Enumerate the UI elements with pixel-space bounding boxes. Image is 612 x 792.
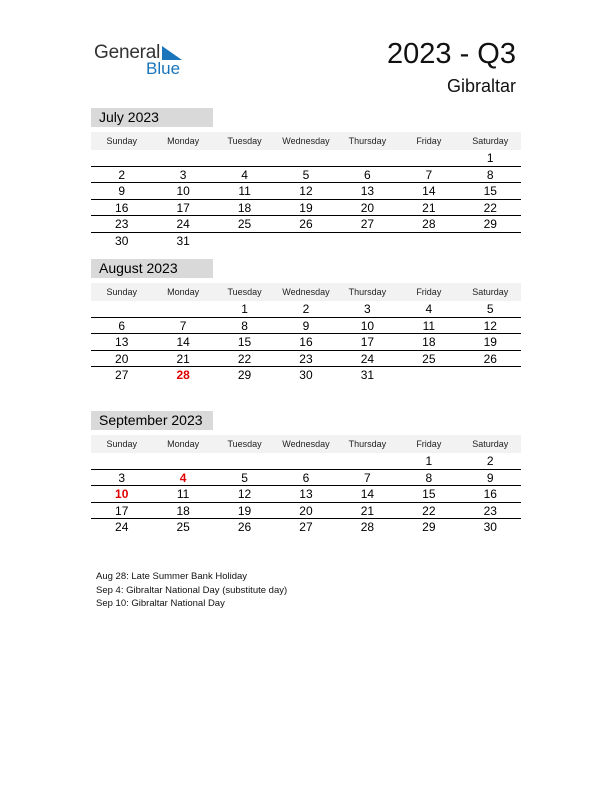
day-cell: 14 xyxy=(360,487,375,501)
empty-day-cell xyxy=(460,367,521,384)
day-cell: 7 xyxy=(179,318,187,333)
empty-day-cell xyxy=(152,301,213,317)
day-cell: 12 xyxy=(483,318,497,333)
day-cell: 2 xyxy=(302,302,310,316)
day-cell: 31 xyxy=(176,233,190,248)
weekday-header xyxy=(91,283,521,301)
day-cell: 30 xyxy=(483,520,497,534)
day-cell: 9 xyxy=(118,184,126,198)
day-cell: 9 xyxy=(302,318,310,333)
empty-day-cell xyxy=(91,453,152,469)
week-row xyxy=(91,167,521,184)
day-cell: 24 xyxy=(115,520,129,534)
holiday-note: Sep 4: Gibraltar National Day (substitute day) xyxy=(96,584,288,596)
day-cell: 21 xyxy=(422,200,436,215)
empty-day-cell xyxy=(275,453,336,469)
weekday-label: Wednesday xyxy=(282,439,330,449)
week-row xyxy=(91,183,521,200)
day-cell: 19 xyxy=(299,200,313,215)
week-row xyxy=(91,503,521,520)
weekday-label: Monday xyxy=(167,439,200,449)
empty-day-cell xyxy=(337,233,398,250)
day-cell: 2 xyxy=(486,454,494,468)
day-cell: 10 xyxy=(176,184,190,198)
day-cell: 7 xyxy=(425,167,433,182)
week-row xyxy=(91,334,521,351)
day-cell: 6 xyxy=(118,318,126,333)
weekday-header xyxy=(91,435,521,453)
empty-day-cell xyxy=(91,150,152,166)
day-cell: 18 xyxy=(422,335,436,349)
week-row xyxy=(91,351,521,368)
holiday-note: Sep 10: Gibraltar National Day xyxy=(96,598,225,609)
day-cell: 13 xyxy=(115,335,129,349)
empty-day-cell xyxy=(152,150,213,166)
weekday-label: Friday xyxy=(416,439,442,449)
day-cell: 8 xyxy=(486,167,494,182)
empty-day-cell xyxy=(460,233,521,250)
week-row xyxy=(91,301,521,318)
day-cell: 13 xyxy=(299,487,313,501)
day-cell: 14 xyxy=(422,184,436,198)
week-row xyxy=(91,470,521,487)
day-cell: 28 xyxy=(176,368,190,382)
day-cell: 6 xyxy=(302,470,310,485)
day-cell: 11 xyxy=(422,318,436,333)
day-cell: 8 xyxy=(241,318,248,333)
day-cell: 21 xyxy=(360,503,375,518)
day-cell: 5 xyxy=(486,302,494,316)
day-cell: 23 xyxy=(299,351,313,366)
weekday-label: Thursday xyxy=(348,287,387,297)
weekday-label: Monday xyxy=(167,287,200,297)
day-cell: 12 xyxy=(237,487,252,501)
day-cell: 22 xyxy=(422,503,436,518)
day-cell: 6 xyxy=(364,167,371,182)
day-cell: 22 xyxy=(237,351,252,366)
week-row xyxy=(91,216,521,233)
logo-triangle-icon xyxy=(162,46,182,60)
day-cell: 20 xyxy=(360,200,375,215)
day-cell: 20 xyxy=(299,503,313,518)
day-cell: 16 xyxy=(483,487,497,501)
country-name: Gibraltar xyxy=(446,76,516,96)
empty-day-cell xyxy=(275,233,336,250)
day-cell: 7 xyxy=(364,470,371,485)
weekday-label: Tuesday xyxy=(227,287,262,297)
day-cell: 24 xyxy=(176,217,190,231)
weekday-label: Friday xyxy=(416,287,442,297)
day-cell: 15 xyxy=(422,487,436,501)
day-cell: 26 xyxy=(483,351,497,366)
day-cell: 29 xyxy=(237,368,252,382)
day-cell: 17 xyxy=(360,335,375,349)
weekday-label: Saturday xyxy=(472,287,509,297)
day-cell: 3 xyxy=(118,470,126,485)
weekday-label: Saturday xyxy=(472,439,509,449)
day-cell: 29 xyxy=(422,520,436,534)
week-row xyxy=(91,486,521,503)
empty-day-cell xyxy=(91,301,152,317)
empty-day-cell xyxy=(214,233,275,250)
empty-day-cell xyxy=(275,150,336,166)
page-title: 2023 - Q3 xyxy=(387,38,516,70)
day-cell: 5 xyxy=(302,167,310,182)
empty-day-cell xyxy=(152,453,213,469)
month-august xyxy=(91,259,521,384)
weekday-label: Monday xyxy=(167,136,200,146)
day-cell: 11 xyxy=(176,487,190,501)
day-cell: 15 xyxy=(237,335,252,349)
day-cell: 16 xyxy=(115,200,129,215)
week-row xyxy=(91,200,521,217)
day-cell: 28 xyxy=(360,520,375,534)
day-cell: 27 xyxy=(299,520,313,534)
day-cell: 22 xyxy=(483,200,497,215)
day-cell: 5 xyxy=(241,470,248,485)
day-cell: 3 xyxy=(179,167,187,182)
day-cell: 18 xyxy=(176,503,190,518)
month-september xyxy=(91,411,521,536)
day-cell: 23 xyxy=(115,217,129,231)
generalblue-logo xyxy=(94,42,194,82)
day-cell: 31 xyxy=(360,368,375,382)
weekday-label: Thursday xyxy=(348,439,387,449)
day-cell: 26 xyxy=(237,520,252,534)
weekday-label: Sunday xyxy=(106,287,137,297)
day-cell: 27 xyxy=(115,368,129,382)
weekday-label: Wednesday xyxy=(282,136,330,146)
day-cell: 11 xyxy=(238,184,251,198)
month-july xyxy=(91,108,521,249)
day-cell: 10 xyxy=(115,487,129,501)
day-cell: 4 xyxy=(241,167,248,182)
day-cell: 1 xyxy=(425,454,433,468)
empty-day-cell xyxy=(398,150,459,166)
day-cell: 26 xyxy=(299,217,313,231)
month-title: August 2023 xyxy=(91,259,213,278)
day-cell: 25 xyxy=(176,520,190,534)
day-cell: 29 xyxy=(483,217,497,231)
day-cell: 17 xyxy=(115,503,129,518)
day-cell: 24 xyxy=(360,351,375,366)
weekday-label: Sunday xyxy=(106,136,137,146)
day-cell: 15 xyxy=(483,184,497,198)
empty-day-cell xyxy=(337,453,398,469)
day-cell: 3 xyxy=(364,302,371,316)
day-cell: 2 xyxy=(118,167,126,182)
weekday-label: Tuesday xyxy=(227,136,262,146)
day-cell: 25 xyxy=(422,351,436,366)
logo-general-text: General xyxy=(94,42,161,63)
weekday-label: Wednesday xyxy=(282,287,330,297)
day-cell: 18 xyxy=(237,200,252,215)
day-cell: 19 xyxy=(483,335,497,349)
day-cell: 30 xyxy=(115,233,129,248)
week-row xyxy=(91,519,521,536)
day-cell: 4 xyxy=(179,470,187,485)
day-cell: 1 xyxy=(241,302,248,316)
day-cell: 8 xyxy=(425,470,433,485)
week-row xyxy=(91,318,521,335)
empty-day-cell xyxy=(214,150,275,166)
week-row xyxy=(91,453,521,470)
empty-day-cell xyxy=(398,233,459,250)
weekday-label: Friday xyxy=(416,136,442,146)
empty-day-cell xyxy=(214,453,275,469)
holiday-notes xyxy=(96,570,287,611)
day-cell: 1 xyxy=(486,151,494,165)
weekday-header xyxy=(91,132,521,150)
empty-day-cell xyxy=(337,150,398,166)
day-cell: 19 xyxy=(237,503,252,518)
holiday-note: Aug 28: Late Summer Bank Holiday xyxy=(96,571,248,582)
week-row xyxy=(91,367,521,384)
day-cell: 4 xyxy=(425,302,433,316)
day-cell: 30 xyxy=(299,368,313,382)
month-title: September 2023 xyxy=(91,411,213,430)
day-cell: 23 xyxy=(483,503,497,518)
logo-blue-text: Blue xyxy=(146,59,181,78)
day-cell: 28 xyxy=(422,217,436,231)
month-title: July 2023 xyxy=(91,108,213,127)
day-cell: 20 xyxy=(115,351,129,366)
day-cell: 12 xyxy=(299,184,313,198)
day-cell: 14 xyxy=(176,335,190,349)
week-row xyxy=(91,150,521,167)
day-cell: 16 xyxy=(299,335,313,349)
day-cell: 13 xyxy=(360,184,375,198)
weekday-label: Sunday xyxy=(106,439,137,449)
day-cell: 21 xyxy=(176,351,190,366)
empty-day-cell xyxy=(398,367,459,384)
day-cell: 17 xyxy=(176,200,190,215)
day-cell: 25 xyxy=(237,217,252,231)
week-row xyxy=(91,233,521,250)
weekday-label: Tuesday xyxy=(227,439,262,449)
weekday-label: Saturday xyxy=(472,136,509,146)
day-cell: 27 xyxy=(360,217,375,231)
day-cell: 10 xyxy=(360,318,375,333)
weekday-label: Thursday xyxy=(348,136,387,146)
day-cell: 9 xyxy=(486,470,494,485)
